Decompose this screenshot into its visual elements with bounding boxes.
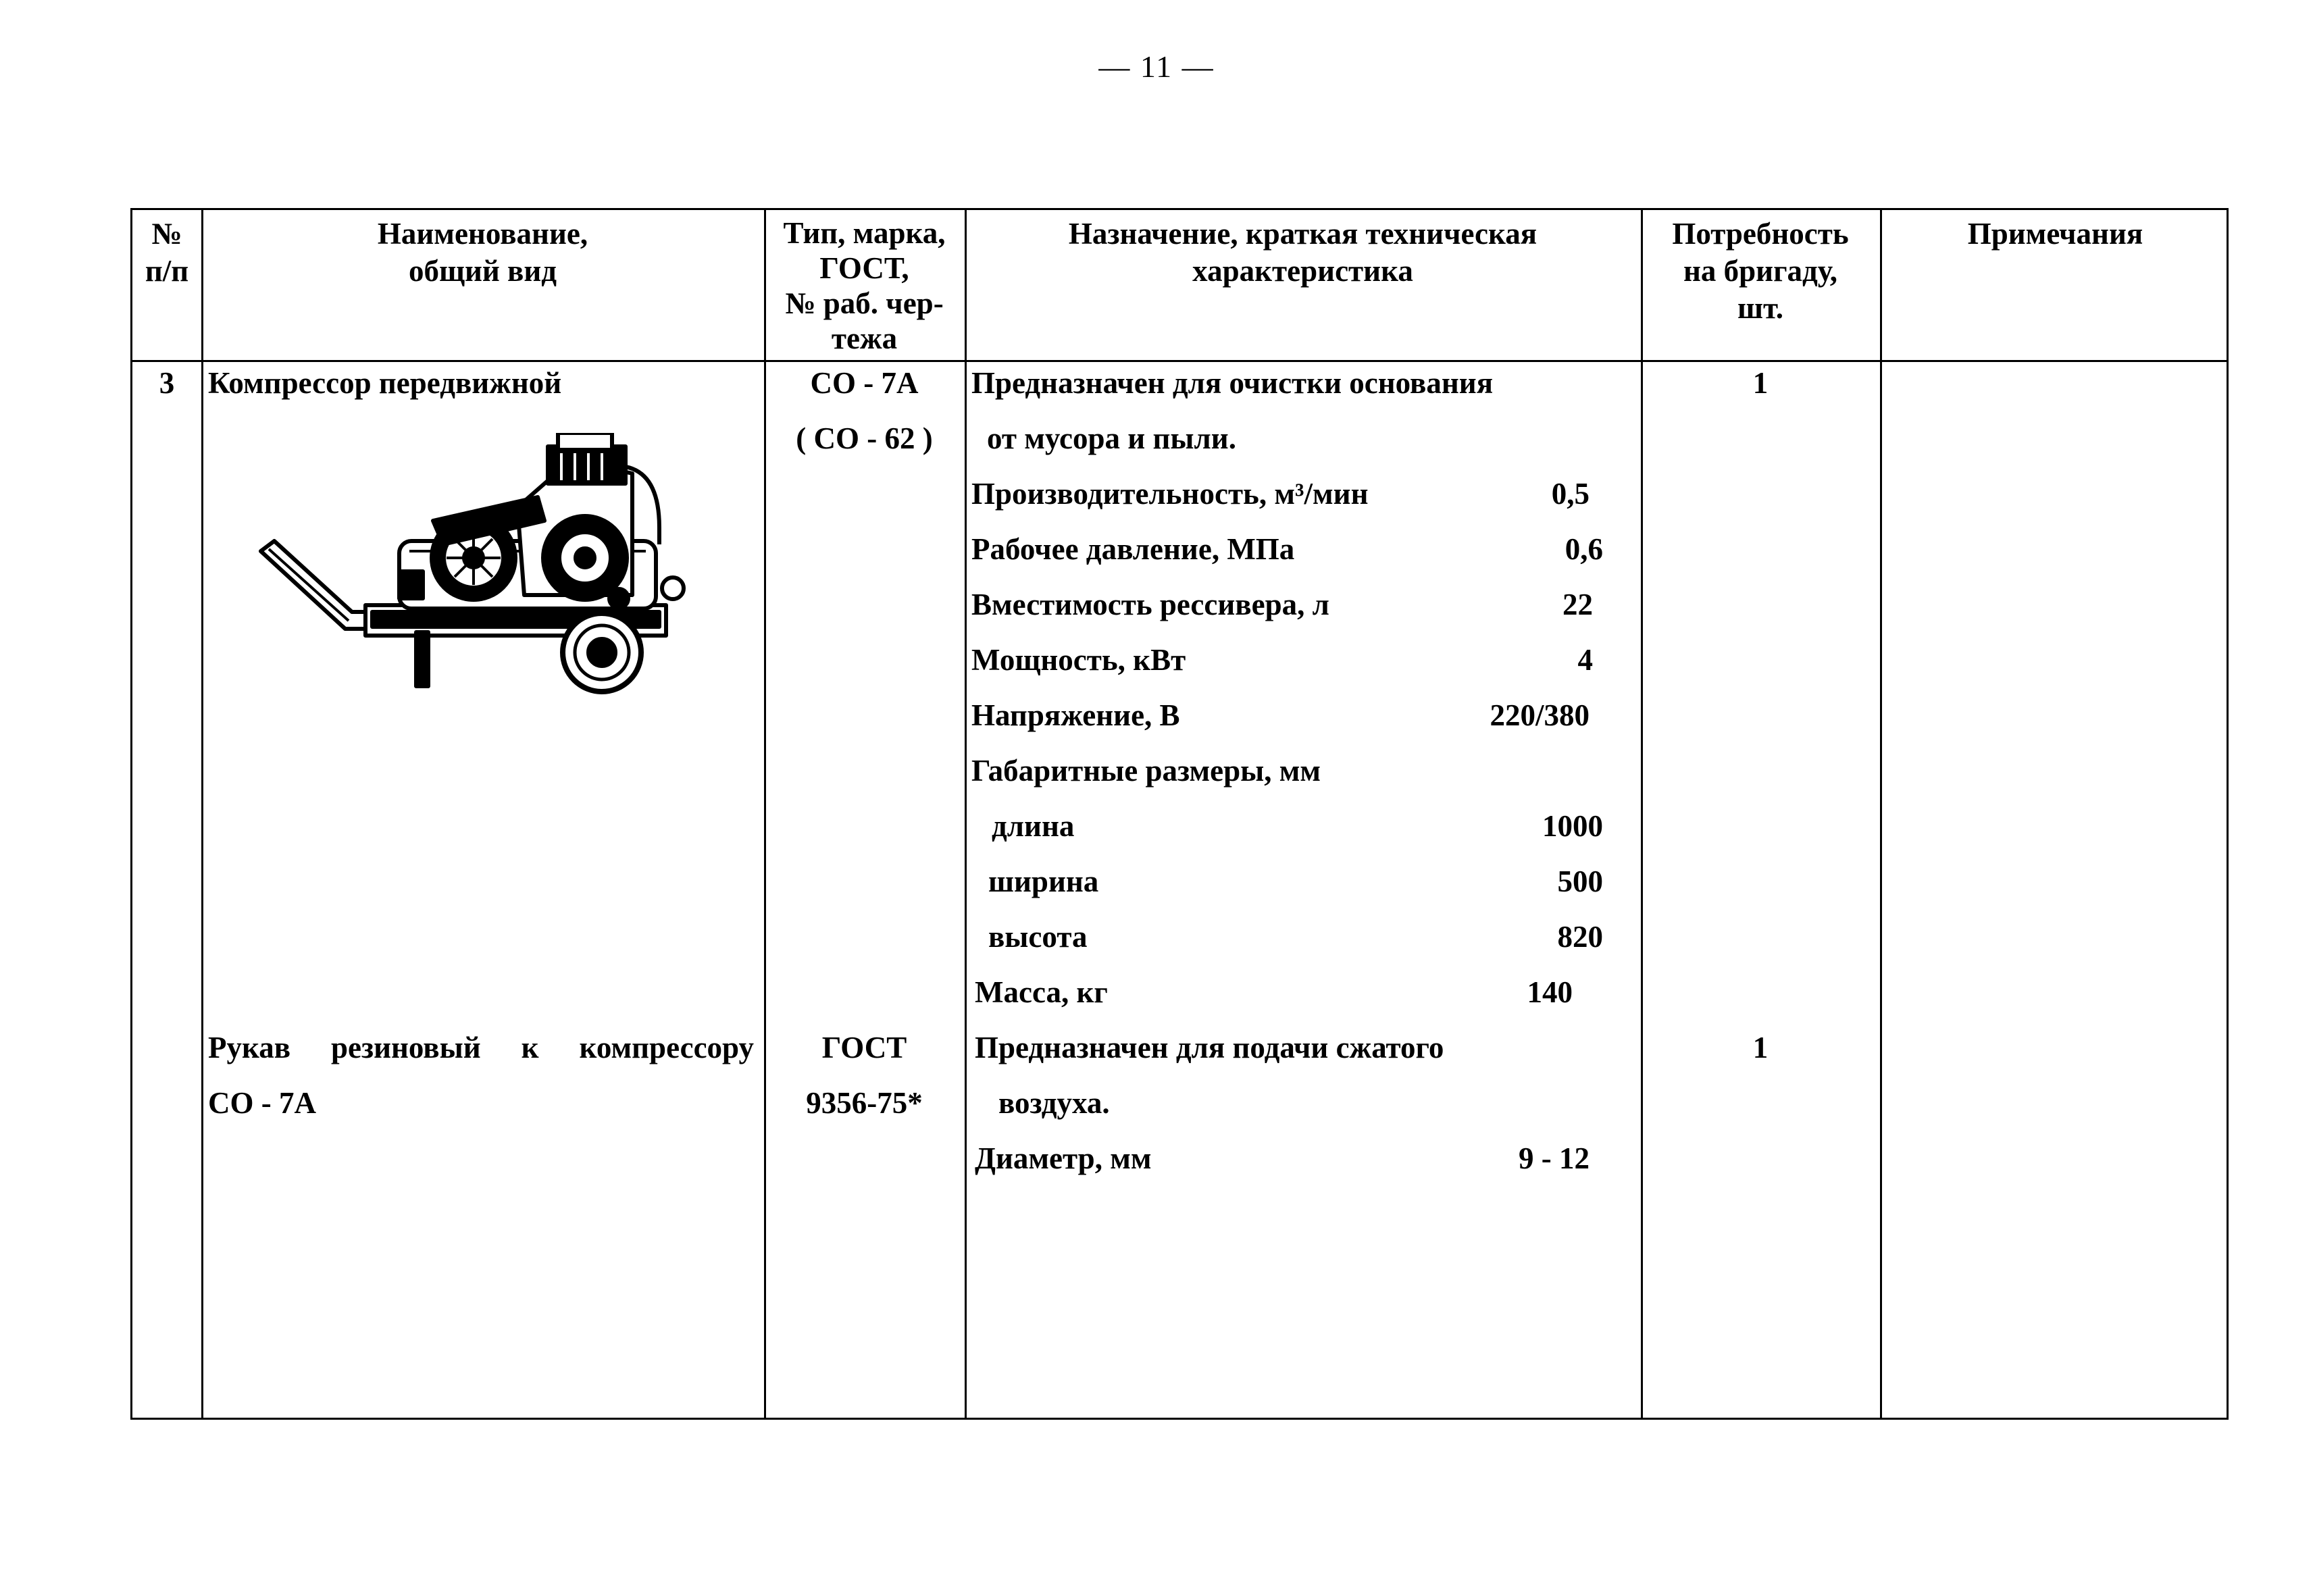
spec-value: 22 xyxy=(1562,588,1593,621)
header-need-line: Потребность xyxy=(1672,217,1849,251)
spec-label: Производительность, м³/мин xyxy=(971,477,1369,511)
header-purpose-line: характеристика xyxy=(1192,254,1413,288)
spec-row xyxy=(971,532,1603,572)
header-type-line: № раб. чер- xyxy=(785,286,944,320)
spec-row xyxy=(971,808,1603,849)
column-divider xyxy=(965,210,967,1418)
header-divider xyxy=(132,360,2227,362)
spec-label: Вместимость рессивера, л xyxy=(971,588,1329,621)
spec-value: 500 xyxy=(1557,865,1603,898)
header-type-line: Тип, марка, xyxy=(783,216,946,250)
spec-label: Рабочее давление, МПа xyxy=(971,532,1295,566)
header-type-line: ГОСТ, xyxy=(819,251,909,285)
spec-row xyxy=(971,698,1603,738)
header-name-line: Наименование, xyxy=(377,217,588,251)
header-purpose-line: Назначение, краткая техническая xyxy=(1068,217,1537,251)
item-name-word: Рукав xyxy=(208,1031,291,1064)
item-type-line: 9356-75* xyxy=(806,1086,923,1120)
page-number: — 11 — xyxy=(1098,49,1215,84)
spec-value: 0,5 xyxy=(1551,477,1590,511)
header-no xyxy=(132,215,201,290)
item-need: 1 xyxy=(1752,1031,1769,1064)
spec-row xyxy=(971,476,1603,517)
item-name-hose xyxy=(208,1030,754,1065)
header-notes xyxy=(1880,215,2231,253)
spec-row xyxy=(971,864,1603,904)
spec-value: 4 xyxy=(1577,643,1593,677)
item-name-word: к xyxy=(521,1031,539,1064)
spec-value: 220/380 xyxy=(1490,698,1590,732)
spec-value: 1000 xyxy=(1542,809,1603,843)
header-notes-line: Примечания xyxy=(1967,217,2143,251)
spec-label: Габаритные размеры, мм xyxy=(971,754,1321,788)
purpose-line: от мусора и пыли. xyxy=(987,421,1236,455)
item-type-line: СО - 7А xyxy=(810,366,919,400)
item-need: 1 xyxy=(1752,366,1769,400)
header-type xyxy=(764,215,965,356)
spec-row xyxy=(975,1141,1603,1181)
spec-value: 9 - 12 xyxy=(1519,1141,1590,1175)
header-need xyxy=(1641,215,1880,327)
spec-label: Диаметр, мм xyxy=(975,1141,1152,1175)
spec-row xyxy=(971,642,1603,683)
spec-label: Масса, кг xyxy=(975,975,1108,1009)
purpose-line: Предназначен для очистки основания xyxy=(971,366,1494,400)
spec-value: 140 xyxy=(1527,975,1573,1009)
spec-row xyxy=(971,753,1603,794)
spec-row xyxy=(971,975,1603,1015)
item-name-hose-line2: СО - 7А xyxy=(208,1086,316,1120)
compressor-illustration xyxy=(254,433,727,717)
spec-label: Мощность, кВт xyxy=(971,643,1186,677)
header-need-line: шт. xyxy=(1737,291,1783,325)
item-name-compressor: Компрессор передвижной xyxy=(208,366,562,400)
row-number: 3 xyxy=(159,366,175,400)
item-name-word: резиновый xyxy=(330,1031,481,1064)
spec-row xyxy=(971,919,1603,960)
spec-label: Напряжение, В xyxy=(971,698,1180,732)
header-purpose xyxy=(965,215,1641,290)
spec-label: длина xyxy=(992,809,1075,843)
header-name xyxy=(201,215,764,290)
equipment-table xyxy=(130,208,2229,1420)
item-type-line: ( СО - 62 ) xyxy=(796,421,933,455)
purpose-line: воздуха. xyxy=(998,1086,1110,1120)
spec-label: ширина xyxy=(988,865,1099,898)
spec-label: высота xyxy=(988,920,1088,954)
header-no-line: п/п xyxy=(145,254,189,288)
item-name-word: компрессору xyxy=(579,1031,754,1064)
header-type-line: тежа xyxy=(831,321,898,355)
spec-value: 0,6 xyxy=(1565,532,1603,566)
purpose-line: Предназначен для подачи сжатого xyxy=(975,1031,1444,1064)
header-name-line: общий вид xyxy=(408,254,557,288)
header-need-line: на бригаду, xyxy=(1683,254,1838,288)
column-divider xyxy=(201,210,203,1418)
header-no-line: № xyxy=(151,217,182,251)
spec-value: 820 xyxy=(1557,920,1603,954)
spec-row xyxy=(971,587,1603,627)
column-divider xyxy=(1880,210,1882,1418)
item-type-line: ГОСТ xyxy=(821,1031,907,1064)
